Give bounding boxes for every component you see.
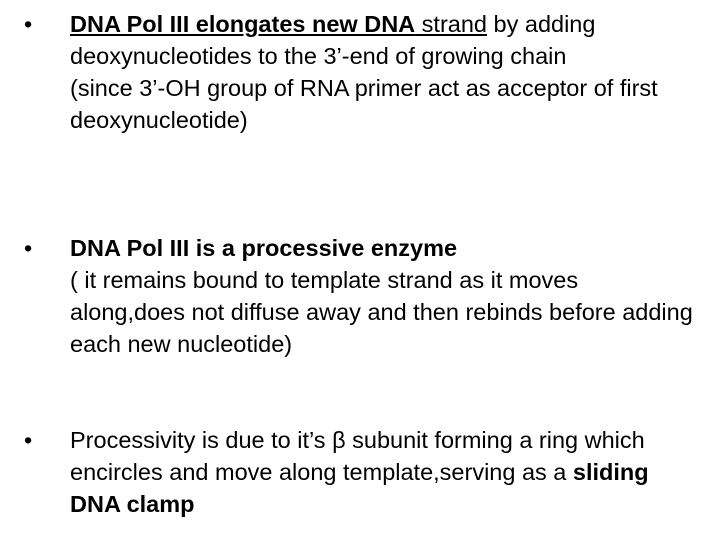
bullet-text bbox=[70, 8, 694, 136]
bullet-marker: • bbox=[24, 427, 33, 453]
bullet-marker: • bbox=[24, 235, 33, 261]
bullet-underlined-word: strand bbox=[415, 11, 487, 37]
bullet-bold-lead: DNA Pol III elongates new DNA bbox=[70, 11, 416, 37]
bullet-lead-rest: by adding deoxynucleotides to the 3’-end of growing chain bbox=[70, 11, 596, 69]
bullet-bold-term: sliding DNA clamp bbox=[70, 459, 649, 517]
bullet-text bbox=[70, 232, 694, 360]
bullet-bold-lead: DNA Pol III is a processive enzyme bbox=[70, 235, 458, 261]
bullet-item bbox=[24, 424, 694, 520]
bullet-plain-text: Processivity is due to it’s β subunit forming a ring which encircles and move along template,serving as a bbox=[70, 427, 645, 485]
bullet-text bbox=[70, 424, 694, 520]
bullet-marker: • bbox=[24, 11, 33, 37]
bullet-note: (since 3’-OH group of RNA primer act as acceptor of first deoxynucleotide) bbox=[70, 75, 658, 133]
bullet-item bbox=[24, 8, 694, 136]
bullet-note: ( it remains bound to template strand as it moves along,does not diffuse away and then rebinds before adding each new nucleotide) bbox=[70, 267, 693, 357]
bullet-item bbox=[24, 232, 694, 360]
